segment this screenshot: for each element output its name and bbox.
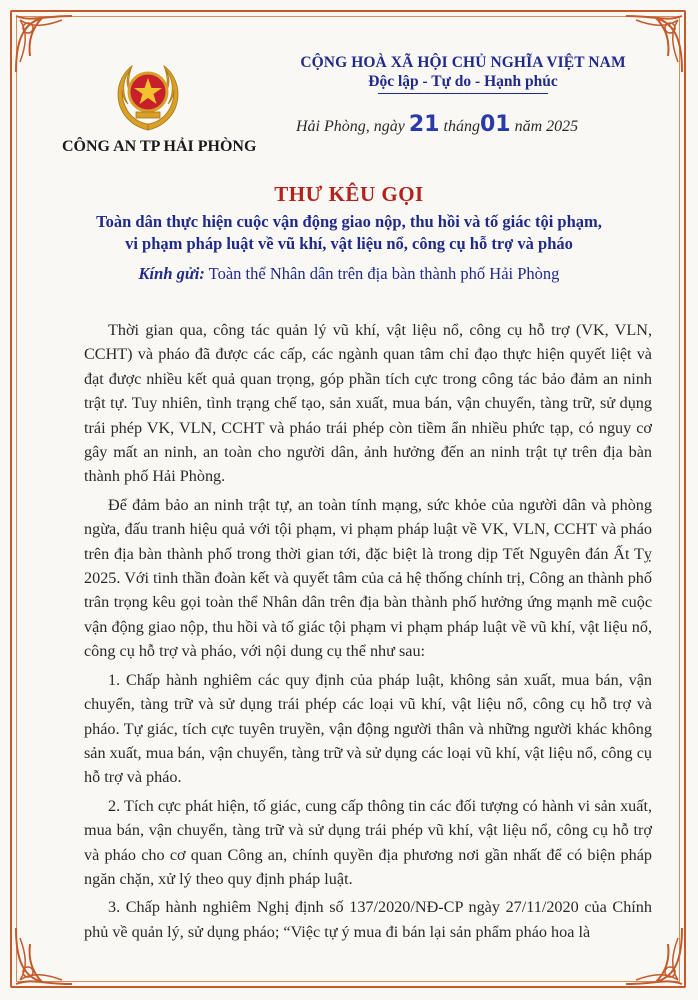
subtitle-line: Toàn dân thực hiện cuộc vận động giao nộp, thu hồi và tố giác tội phạm, xyxy=(96,212,602,231)
salutation xyxy=(40,264,658,284)
document-body xyxy=(84,318,652,948)
motto: Độc lập - Tự do - Hạnh phúc xyxy=(368,73,558,90)
body-paragraph: Để đảm bảo an ninh trật tự, an toàn tính mạng, sức khỏe của người dân và phòng ngừa, đấu tranh hiệu quả với tội phạm, vi phạm pháp luật về VK, VLN, CCHT và pháo trên địa bàn thành phố trong thời gian tới, đặc biệt là trong dịp Tết Nguyên đán Ất Tỵ 2025. Với tinh thần đoàn kết và quyết tâm của cả hệ thống chính trị, Công an thành phố trân trọng kêu gọi toàn thể Nhân dân trên địa bàn thành phố hưởng ứng mạnh mẽ cuộc vận động giao nộp, thu hồi và tố giác tội phạm vi phạm pháp luật về vũ khí, vật liệu nổ, công cụ hỗ trợ và pháo, với nội dung cụ thể như sau: xyxy=(84,495,652,661)
issuer-name: CÔNG AN TP HẢI PHÒNG xyxy=(62,138,257,155)
salutation-label: Kính gửi: xyxy=(138,264,205,283)
date-month: 01 xyxy=(479,112,511,137)
body-paragraph: 2. Tích cực phát hiện, tố giác, cung cấp thông tin các đối tượng có hành vi sản xuất, mua bán, vận chuyển, tàng trữ và sử dụng trái phép vũ khí, vật liệu nổ, công cụ hỗ trợ và pháo cho cơ quan Công an, chính quyền địa phương nơi gần nhất để có biện pháp ngăn chặn, xử lý theo quy định pháp luật. xyxy=(84,796,652,888)
body-paragraph: 1. Chấp hành nghiêm các quy định của pháp luật, không sản xuất, mua bán, vận chuyển, tàng trữ và sử dụng trái phép các loại vũ khí, vật liệu nổ, công cụ hỗ trợ và pháo. Tự giác, tích cực tuyên truyền, vận động người thân và những người khác không sản xuất, mua bán, vận chuyển, tàng trữ và sử dụng các loại vũ khí, vật liệu nổ, công cụ hỗ trợ và pháo. xyxy=(84,670,652,787)
document-heading xyxy=(40,182,658,255)
date-month-label: tháng xyxy=(443,118,480,135)
ornamental-corner-icon xyxy=(12,12,76,76)
document-subtitle xyxy=(40,211,658,255)
nation-title: CỘNG HOÀ XÃ HỘI CHỦ NGHĨA VIỆT NAM xyxy=(300,54,626,71)
date-prefix: Hải Phòng, ngày xyxy=(296,118,405,135)
document-title: THƯ KÊU GỌI xyxy=(274,182,424,206)
salutation-text: Toàn thể Nhân dân trên địa bàn thành phố Hải Phòng xyxy=(204,264,560,283)
date-day: 21 xyxy=(408,112,440,137)
subtitle-line: vi phạm pháp luật về vũ khí, vật liệu nổ, công cụ hỗ trợ và pháo xyxy=(125,234,573,253)
body-paragraph: Thời gian qua, công tác quản lý vũ khí, vật liệu nổ, công cụ hỗ trợ (VK, VLN, CCHT) và pháo đã được các cấp, các ngành quan tâm chỉ đạo thực hiện quyết liệt và đạt được nhiều kết quả quan trọng, góp phần tích cực trong công tác bảo đảm an ninh trật tự. Tuy nhiên, tình trạng chế tạo, sản xuất, mua bán, vận chuyển, tàng trữ, sử dụng trái phép VK, VLN, CCHT và pháo trái phép còn tiềm ẩn nhiều phức tạp, có nguy cơ gây mất an ninh, an toàn cho người dân, ảnh hưởng đến an ninh trật tự trên địa bàn thành phố Hải Phòng. xyxy=(84,321,652,486)
body-paragraph: 3. Chấp hành nghiêm Nghị định số 137/2020/NĐ-CP ngày 27/11/2020 của Chính phủ về quản lý, sử dụng pháo; “Việc tự ý mua đi bán lại sản phẩm pháo hoa là xyxy=(84,898,652,941)
national-header xyxy=(250,54,676,94)
ornamental-corner-icon xyxy=(12,924,76,988)
date-year: năm 2025 xyxy=(514,118,579,135)
motto-underline xyxy=(378,93,548,94)
dateline xyxy=(296,112,676,137)
police-emblem-icon xyxy=(108,54,188,134)
